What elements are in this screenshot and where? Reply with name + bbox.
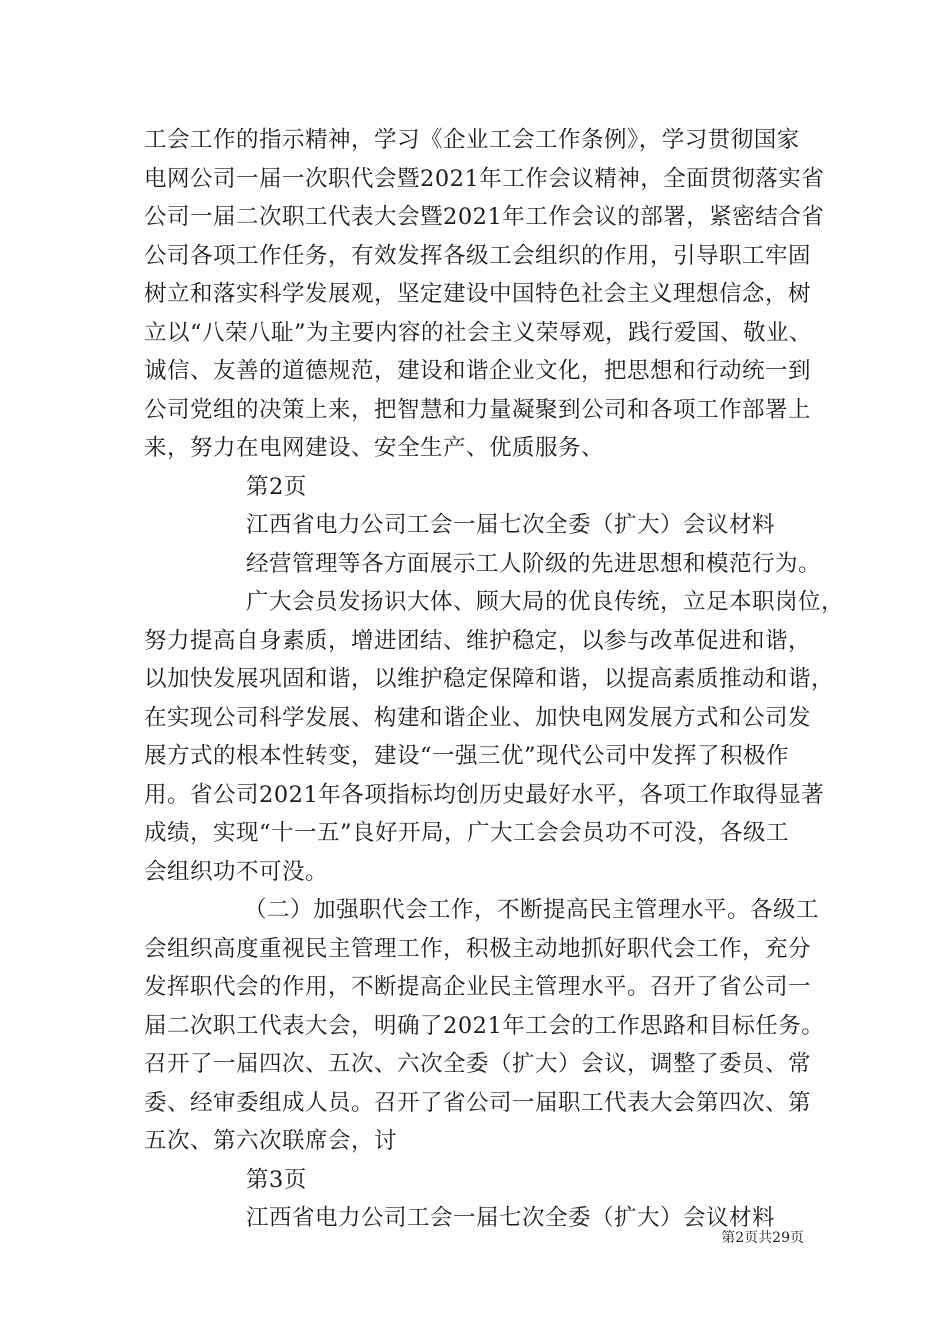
text-line: 五次、第六次联席会，讨: [144, 1128, 398, 1154]
text-line: 会组织高度重视民主管理工作，积极主动地抓好职代会工作，充分: [144, 936, 812, 962]
page-footer: 第2页共29页: [721, 1230, 804, 1246]
text-line: 立以“八荣八耻”为主要内容的社会主义荣辱观，践行爱国、敬业、: [144, 320, 813, 346]
running-header: 江西省电力公司工会一届七次全委（扩大）会议材料: [246, 512, 776, 538]
text-line: 电网公司一届一次职代会暨2021年工作会议精神，全面贯彻落实省: [144, 166, 825, 192]
page-marker: 第2页: [246, 474, 307, 500]
running-header: 江西省电力公司工会一届七次全委（扩大）会议材料: [246, 1205, 776, 1231]
page-marker: 第3页: [246, 1167, 307, 1193]
text-line: 公司党组的决策上来，把智慧和力量凝聚到公司和各项工作部署上: [144, 397, 812, 423]
text-line: 召开了一届四次、五次、六次全委（扩大）会议，调整了委员、常: [144, 1051, 812, 1077]
text-line: 树立和落实科学发展观，坚定建设中国特色社会主义理想信念，树: [144, 281, 812, 307]
text-line: 委、经审委组成人员。召开了省公司一届职工代表大会第四次、第: [144, 1090, 812, 1116]
text-line: 公司一届二次职工代表大会暨2021年工作会议的部署，紧密结合省: [144, 204, 825, 230]
text-line: 工会工作的指示精神，学习《企业工会工作条例》，学习贯彻国家: [144, 127, 800, 153]
text-line: 诚信、友善的道德规范，建设和谐企业文化，把思想和行动统一到: [144, 358, 812, 384]
text-line: 来，努力在电网建设、安全生产、优质服务、: [144, 435, 605, 461]
text-line: 经营管理等各方面展示工人阶级的先进思想和模范行为。: [246, 551, 822, 577]
text-line: 在实现公司科学发展、构建和谐企业、加快电网发展方式和公司发: [144, 705, 812, 731]
text-line: 广大会员发扬识大体、顾大局的优良传统，立足本职岗位，: [246, 589, 845, 615]
text-line: 努力提高自身素质，增进团结、维护稳定，以参与改革促进和谐，: [144, 628, 812, 654]
text-line: 用。省公司2021年各项指标均创历史最好水平，各项工作取得显著: [144, 782, 825, 808]
text-line: 公司各项工作任务，有效发挥各级工会组织的作用，引导职工牢固: [144, 243, 812, 269]
text-line: 发挥职代会的作用，不断提高企业民主管理水平。召开了省公司一: [144, 974, 812, 1000]
section-heading-line: （二）加强职代会工作，不断提高民主管理水平。各级工: [244, 897, 820, 923]
text-line: 展方式的根本性转变，建设“一强三优”现代公司中发挥了积极作: [144, 743, 790, 769]
text-line: 届二次职工代表大会，明确了2021年工会的工作思路和目标任务。: [144, 1013, 825, 1039]
text-line: 成绩，实现“十一五”良好开局，广大工会会员功不可没，各级工: [144, 820, 790, 846]
text-line: 以加快发展巩固和谐，以维护稳定保障和谐，以提高素质推动和谐，: [144, 666, 835, 692]
text-line: 会组织功不可没。: [144, 859, 329, 885]
